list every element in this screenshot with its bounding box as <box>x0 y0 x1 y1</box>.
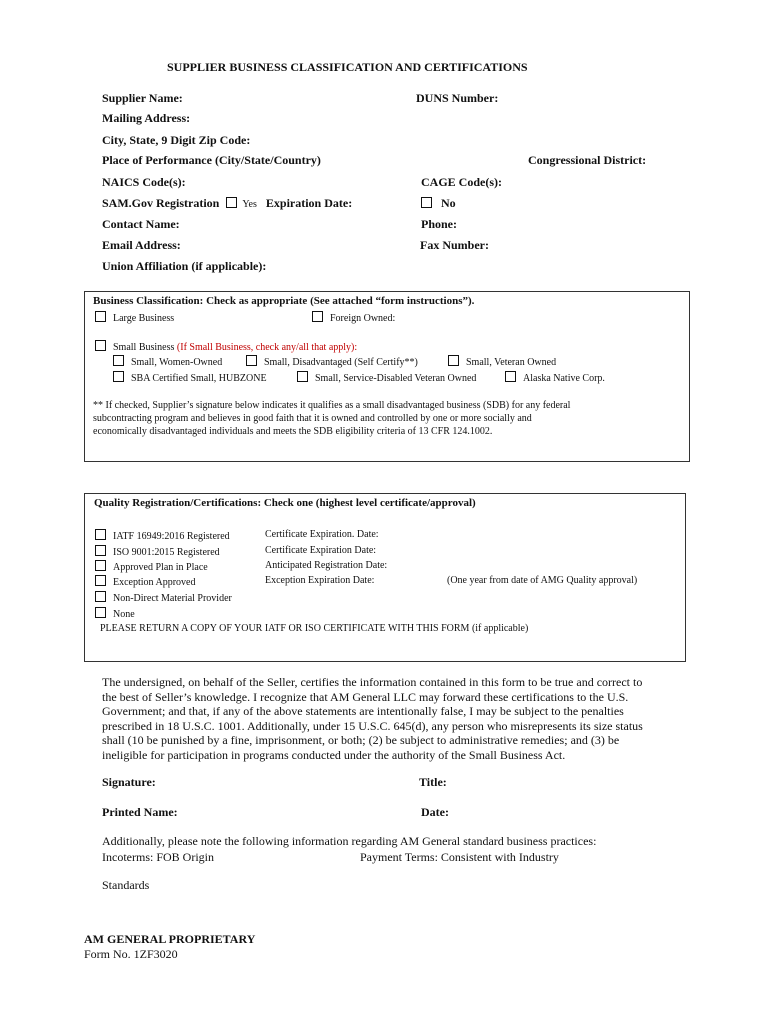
expiration-date-label: Expiration Date: <box>265 196 353 210</box>
union-affiliation-label: Union Affiliation (if applicable): <box>102 259 267 273</box>
payment-terms-text: Payment Terms: Consistent with Industry <box>360 850 559 864</box>
foreign-owned-label: Foreign Owned: <box>330 313 396 324</box>
certification-line: ineligible for participation in programs conducted under the authority of the Small Business Act. <box>102 747 566 762</box>
hubzone-checkbox[interactable] <box>113 371 124 382</box>
sdb-footnote-line-2: subcontracting program and believes in good faith that it is owned and controlled by one or more socially and <box>93 413 532 424</box>
email-address-label: Email Address: <box>102 238 181 252</box>
approved-plan-label: Approved Plan in Place <box>113 562 208 573</box>
samgov-yes-checkbox[interactable] <box>226 197 237 208</box>
alaska-native-option[interactable] <box>505 371 605 384</box>
alaska-native-checkbox[interactable] <box>505 371 516 382</box>
sdb-footnote-line-3: economically disadvantaged individuals and meets the SDB eligibility criteria of 13 CFR 124.1002. <box>93 426 493 437</box>
certificate-return-note: PLEASE RETURN A COPY OF YOUR IATF OR ISO CERTIFICATE WITH THIS FORM (if applicable) <box>100 623 529 634</box>
printed-name-label: Printed Name: <box>102 805 178 819</box>
non-direct-checkbox[interactable] <box>95 591 106 602</box>
non-direct-label: Non-Direct Material Provider <box>113 593 232 604</box>
large-business-option[interactable] <box>95 311 174 324</box>
title-label: Title: <box>419 775 447 789</box>
large-business-checkbox[interactable] <box>95 311 106 322</box>
iso-label: ISO 9001:2015 Registered <box>113 547 220 558</box>
iatf-checkbox[interactable] <box>95 529 106 540</box>
samgov-registration-row <box>102 196 352 211</box>
city-state-zip-label: City, State, 9 Digit Zip Code: <box>102 133 251 147</box>
hubzone-option[interactable] <box>113 371 267 384</box>
form-number: Form No. 1ZF3020 <box>84 947 178 961</box>
signature-label: Signature: <box>102 775 156 789</box>
certification-line: The undersigned, on behalf of the Seller, certifies the information contained in this form to be true and correct to <box>102 675 643 689</box>
women-owned-checkbox[interactable] <box>113 355 124 366</box>
none-checkbox[interactable] <box>95 607 106 618</box>
small-business-label: Small Business <box>113 342 175 353</box>
sdvo-option[interactable] <box>297 371 476 384</box>
proprietary-footer: AM GENERAL PROPRIETARY <box>84 932 256 946</box>
veteran-owned-checkbox[interactable] <box>448 355 459 366</box>
mailing-address-label: Mailing Address: <box>102 111 191 125</box>
practices-intro: Additionally, please note the following information regarding AM General standard business practices: <box>102 834 597 848</box>
disadvantaged-label: Small, Disadvantaged (Self Certify**) <box>264 357 418 368</box>
large-business-label: Large Business <box>113 313 175 324</box>
none-label: None <box>113 609 135 620</box>
place-of-performance-label: Place of Performance (City/State/Country) <box>102 153 321 167</box>
exception-approved-option[interactable] <box>95 575 195 588</box>
iatf-label: IATF 16949:2016 Registered <box>113 531 230 542</box>
foreign-owned-checkbox[interactable] <box>312 311 323 322</box>
quality-registration-heading: Quality Registration/Certifications: Check one (highest level certificate/approval) <box>94 497 476 509</box>
sdvo-label: Small, Service-Disabled Veteran Owned <box>315 373 477 384</box>
date-label: Date: <box>421 805 449 819</box>
iso-option[interactable] <box>95 545 220 558</box>
samgov-yes-label: Yes <box>242 199 257 210</box>
exception-note: (One year from date of AMG Quality approval) <box>447 575 638 586</box>
iatf-option[interactable] <box>95 529 230 542</box>
none-option[interactable] <box>95 607 135 620</box>
women-owned-label: Small, Women-Owned <box>131 357 223 368</box>
cage-code-label: CAGE Code(s): <box>421 175 502 189</box>
disadvantaged-checkbox[interactable] <box>246 355 257 366</box>
iatf-expiration-label: Certificate Expiration. Date: <box>265 529 379 540</box>
certification-line: the best of Seller’s knowledge. I recognize that AM General LLC may forward these certifications to the U.S. <box>102 689 629 704</box>
business-classification-heading: Business Classification: Check as appropriate (See attached “form instructions”). <box>93 295 475 307</box>
anticipated-registration-label: Anticipated Registration Date: <box>265 560 388 571</box>
certification-line: prescribed in 18 U.S.C. 1001. Additionally, under 15 U.S.C. 645(d), any person who misrepresents its size status <box>102 718 643 733</box>
congressional-district-label: Congressional District: <box>528 153 647 167</box>
fax-number-label: Fax Number: <box>420 238 489 252</box>
incoterms-text: Incoterms: FOB Origin <box>102 850 214 864</box>
sdvo-checkbox[interactable] <box>297 371 308 382</box>
certification-paragraph <box>102 675 643 762</box>
samgov-no-checkbox[interactable] <box>421 197 432 208</box>
duns-number-label: DUNS Number: <box>416 91 499 105</box>
naics-code-label: NAICS Code(s): <box>102 175 186 189</box>
sdb-footnote-line-1: ** If checked, Supplier’s signature below indicates it qualifies as a small disadvantaged business (SDB) for any federal <box>93 400 571 411</box>
women-owned-option[interactable] <box>113 355 222 368</box>
disadvantaged-option[interactable] <box>246 355 418 368</box>
non-direct-option[interactable] <box>95 591 232 604</box>
foreign-owned-option[interactable] <box>312 311 395 324</box>
iso-expiration-label: Certificate Expiration Date: <box>265 545 377 556</box>
veteran-owned-label: Small, Veteran Owned <box>466 357 557 368</box>
supplier-name-label: Supplier Name: <box>102 91 183 105</box>
samgov-no-row <box>421 196 456 211</box>
veteran-owned-option[interactable] <box>448 355 556 368</box>
iso-checkbox[interactable] <box>95 545 106 556</box>
standards-text: Standards <box>102 878 150 892</box>
samgov-registration-label: SAM.Gov Registration <box>102 196 220 210</box>
certification-line: Government; and that, if any of the above statements are intentionally false, I may be subject to the penalties <box>102 704 624 718</box>
hubzone-label: SBA Certified Small, HUBZONE <box>131 373 267 384</box>
certification-line: shall (10 be punished by a fine, imprisonment, or both; (2) be subject to administrative remedies; and (3) be <box>102 733 620 747</box>
phone-label: Phone: <box>421 217 457 231</box>
exception-approved-label: Exception Approved <box>113 577 196 588</box>
contact-name-label: Contact Name: <box>102 217 180 231</box>
small-business-option[interactable] <box>95 340 357 353</box>
approved-plan-option[interactable] <box>95 560 208 573</box>
exception-approved-checkbox[interactable] <box>95 575 106 586</box>
alaska-native-label: Alaska Native Corp. <box>523 373 605 384</box>
approved-plan-checkbox[interactable] <box>95 560 106 571</box>
samgov-no-label: No <box>441 196 456 210</box>
form-title: SUPPLIER BUSINESS CLASSIFICATION AND CERTIFICATIONS <box>167 60 528 74</box>
small-business-checkbox[interactable] <box>95 340 106 351</box>
small-business-note: (If Small Business, check any/all that apply): <box>176 342 358 353</box>
exception-expiration-label: Exception Expiration Date: <box>265 575 375 586</box>
